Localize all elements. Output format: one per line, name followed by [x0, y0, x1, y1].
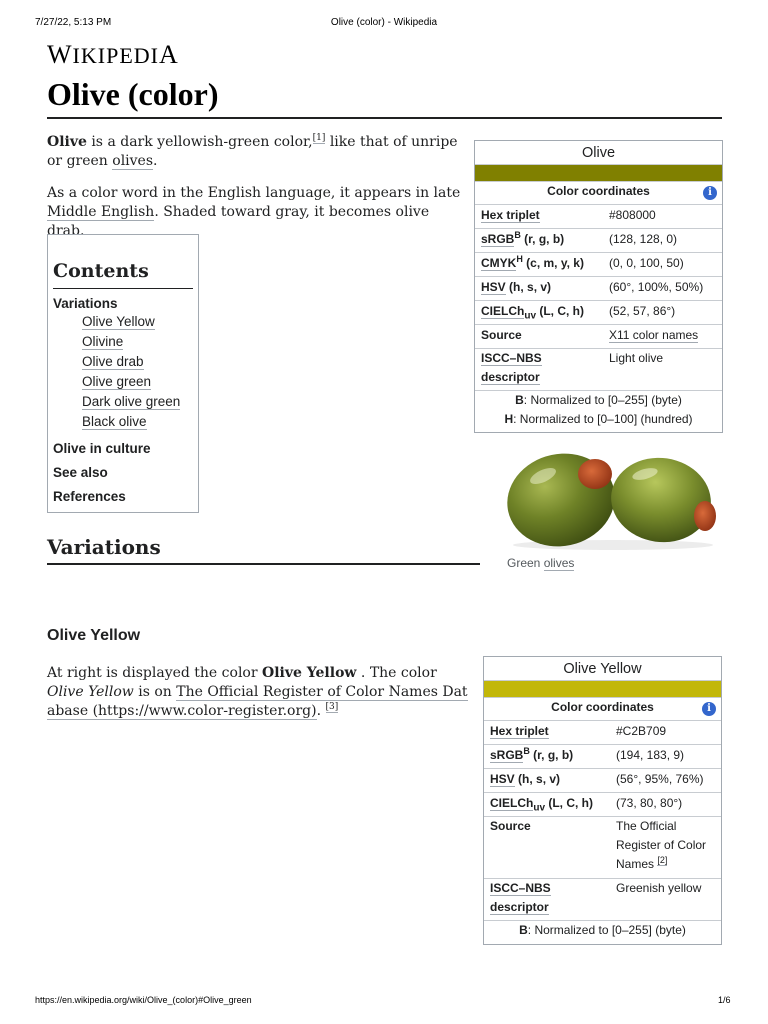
label-tail: (r, g, b): [520, 232, 565, 246]
intro-text: As a color word in the English language, it appears in late: [47, 185, 461, 201]
label-text: ISCC–NBS: [481, 351, 542, 365]
intro-paragraph-2: [47, 184, 462, 241]
contents-divider: [53, 288, 193, 289]
section-heading-variations: Variations: [47, 535, 161, 559]
footnote-text: : Normalized to [0–100] (hundred): [513, 412, 693, 426]
footnote-key: H: [504, 412, 514, 426]
intro-text: .: [153, 153, 158, 169]
label-text: HSV: [481, 280, 506, 294]
toc-item-label: Black olive: [82, 414, 147, 429]
toc-item-dark-olive-green[interactable]: [82, 393, 180, 411]
page-title: Olive (color): [47, 76, 219, 112]
section-divider: [47, 563, 480, 565]
infobox-divider: [475, 300, 722, 301]
toc-item-olive-in-culture[interactable]: Olive in culture: [53, 441, 151, 456]
footnote-key: B: [519, 923, 528, 937]
infobox-divider: [484, 744, 721, 745]
label-source: Source: [490, 819, 531, 833]
label-sup: B: [514, 230, 521, 240]
label-text: HSV: [490, 772, 515, 786]
wikipedia-wordmark[interactable]: [47, 40, 179, 70]
label-sup: H: [516, 254, 523, 264]
label-hex-triplet[interactable]: [481, 206, 540, 225]
label-text: ISCC–NBS: [490, 881, 551, 895]
print-doc-title: Olive (color) - Wikipedia: [330, 17, 438, 28]
caption-olives-link[interactable]: olives: [543, 556, 575, 570]
reference-2-link[interactable]: [2]: [657, 855, 668, 865]
value-iscc-nbs: Greenish yellow: [616, 881, 702, 895]
label-text: sRGB: [481, 232, 515, 246]
value-hsv: (56°, 95%, 76%): [616, 772, 704, 786]
wordmark-first-cap: W: [47, 40, 73, 69]
infobox-divider: [484, 720, 721, 721]
wordmark-middle: IKIPEDI: [72, 43, 159, 68]
toc-item-variations[interactable]: Variations: [53, 296, 118, 311]
title-divider: [47, 117, 722, 119]
label-source: Source: [481, 328, 522, 342]
olives-link[interactable]: olives: [112, 153, 154, 169]
label-cielch[interactable]: [490, 794, 593, 817]
value-cielch: (52, 57, 86°): [609, 304, 676, 318]
value-srgb: (194, 183, 9): [616, 748, 685, 762]
toc-item-label: Olive Yellow: [82, 314, 155, 329]
body-text: . The color: [356, 665, 437, 681]
label-hex-triplet[interactable]: [490, 722, 549, 741]
label-cmyk[interactable]: [481, 254, 584, 273]
footnote-hundred: [475, 410, 722, 429]
color-coordinates-header: Color coordinates: [547, 184, 650, 198]
label-tail: (h, s, v): [505, 280, 552, 294]
green-olives-image: [503, 448, 723, 553]
toc-item-olive-drab[interactable]: [82, 353, 144, 371]
label-text: Hex triplet: [481, 208, 540, 222]
value-srgb: (128, 128, 0): [609, 232, 678, 246]
toc-item-olive-yellow[interactable]: [82, 313, 155, 331]
label-srgb[interactable]: [490, 746, 573, 765]
infobox-title: Olive Yellow: [563, 661, 642, 677]
caption-text: Green: [507, 556, 544, 570]
label-sub: uv: [524, 310, 537, 322]
value-cielch: (73, 80, 80°): [616, 796, 683, 810]
subsection-heading-olive-yellow: Olive Yellow: [47, 627, 141, 644]
toc-item-label: Dark olive green: [82, 394, 181, 409]
label-iscc-nbs[interactable]: [490, 879, 551, 917]
table-of-contents: [47, 234, 199, 513]
value-iscc-nbs: Light olive: [609, 351, 664, 365]
value-hex-triplet: #808000: [609, 208, 656, 222]
italic-term: Olive Yellow: [47, 684, 134, 700]
value-hsv: (60°, 100%, 50%): [609, 280, 704, 294]
label-tail: (c, m, y, k): [522, 256, 584, 270]
olive-yellow-paragraph: [47, 664, 472, 721]
contents-title: Contents: [53, 260, 149, 282]
footnote-text: : Normalized to [0–255] (byte): [527, 923, 686, 937]
footnote-key: B: [515, 393, 524, 407]
value-cmyk: (0, 0, 100, 50): [609, 256, 684, 270]
print-url: https://en.wikipedia.org/wiki/Olive_(color)#Olive_green: [35, 995, 252, 1005]
reference-3-link[interactable]: [3]: [325, 702, 339, 713]
body-text: is on: [133, 684, 177, 700]
label-text: sRGB: [490, 748, 524, 762]
middle-english-link[interactable]: Middle English: [47, 204, 155, 220]
value-hex-triplet: #C2B709: [616, 724, 667, 738]
label-text: descriptor: [481, 370, 540, 384]
value-text: The Official Register of Color Names: [616, 819, 707, 871]
print-page-number: 1/6: [718, 995, 731, 1005]
footnote-byte: [484, 921, 721, 940]
label-srgb[interactable]: [481, 230, 564, 249]
label-text: CMYK: [481, 256, 517, 270]
reference-1-link[interactable]: [1]: [312, 133, 326, 144]
intro-text: is a dark yellowish-green color,: [86, 134, 313, 150]
label-hsv[interactable]: [490, 770, 560, 789]
label-text: Hex triplet: [490, 724, 549, 738]
wordmark-last-cap: A: [158, 40, 179, 69]
infobox-divider: [475, 252, 722, 253]
label-text: descriptor: [490, 900, 549, 914]
toc-item-label: Olive green: [82, 374, 152, 389]
toc-item-references[interactable]: References: [53, 489, 126, 504]
color-coordinates-header: Color coordinates: [551, 700, 654, 714]
toc-item-see-also[interactable]: See also: [53, 465, 108, 480]
toc-item-label: Olivine: [82, 334, 124, 349]
infobox-olive-yellow: [483, 656, 722, 945]
infobox-divider: [475, 228, 722, 229]
body-text: .: [316, 703, 326, 719]
intro-paragraph-1: [47, 133, 462, 171]
infobox-divider: [484, 697, 721, 698]
infobox-olive: [474, 140, 723, 433]
info-icon[interactable]: i: [703, 186, 717, 200]
label-cielch[interactable]: [481, 302, 584, 325]
label-tail: (L, C, h): [536, 304, 585, 318]
infobox-divider: [475, 324, 722, 325]
bold-term: Olive Yellow: [262, 665, 357, 681]
label-sub: uv: [533, 802, 546, 814]
intro-bold-term: Olive: [47, 134, 87, 150]
label-tail: (L, C, h): [545, 796, 594, 810]
value-text: X11 color names: [609, 328, 699, 342]
intro-text: like that of unripe or green: [47, 134, 458, 169]
footnote-text: : Normalized to [0–255] (byte): [523, 393, 682, 407]
toc-item-black-olive[interactable]: [82, 413, 147, 431]
image-caption: [507, 556, 574, 570]
infobox-title: Olive: [581, 145, 616, 161]
label-hsv[interactable]: [481, 278, 551, 297]
info-icon[interactable]: i: [702, 702, 716, 716]
footnote-byte: [475, 391, 722, 410]
color-register-link[interactable]: The Official Register of Color Names Database (https://www.color-register.org): [47, 684, 468, 719]
label-tail: (h, s, v): [514, 772, 561, 786]
infobox-divider: [475, 276, 722, 277]
label-text: CIELCh: [481, 304, 525, 318]
toc-item-olivine[interactable]: [82, 333, 123, 351]
body-text: At right is displayed the color: [47, 665, 262, 681]
value-source[interactable]: [609, 326, 698, 345]
toc-item-olive-green[interactable]: [82, 373, 151, 391]
label-sup: B: [523, 746, 530, 756]
print-datetime: 7/27/22, 5:13 PM: [35, 17, 112, 28]
color-swatch: [484, 681, 721, 697]
color-swatch: [475, 165, 722, 181]
infobox-divider: [475, 181, 722, 182]
infobox-divider: [484, 768, 721, 769]
toc-item-label: Olive drab: [82, 354, 144, 369]
intro-text: . Shaded toward gray, it becomes olive drab.: [47, 204, 430, 239]
infobox-divider: [475, 204, 722, 205]
label-text: CIELCh: [490, 796, 534, 810]
infobox-divider: [484, 792, 721, 793]
label-iscc-nbs[interactable]: [481, 349, 542, 387]
label-tail: (r, g, b): [529, 748, 574, 762]
value-source: [616, 817, 716, 874]
